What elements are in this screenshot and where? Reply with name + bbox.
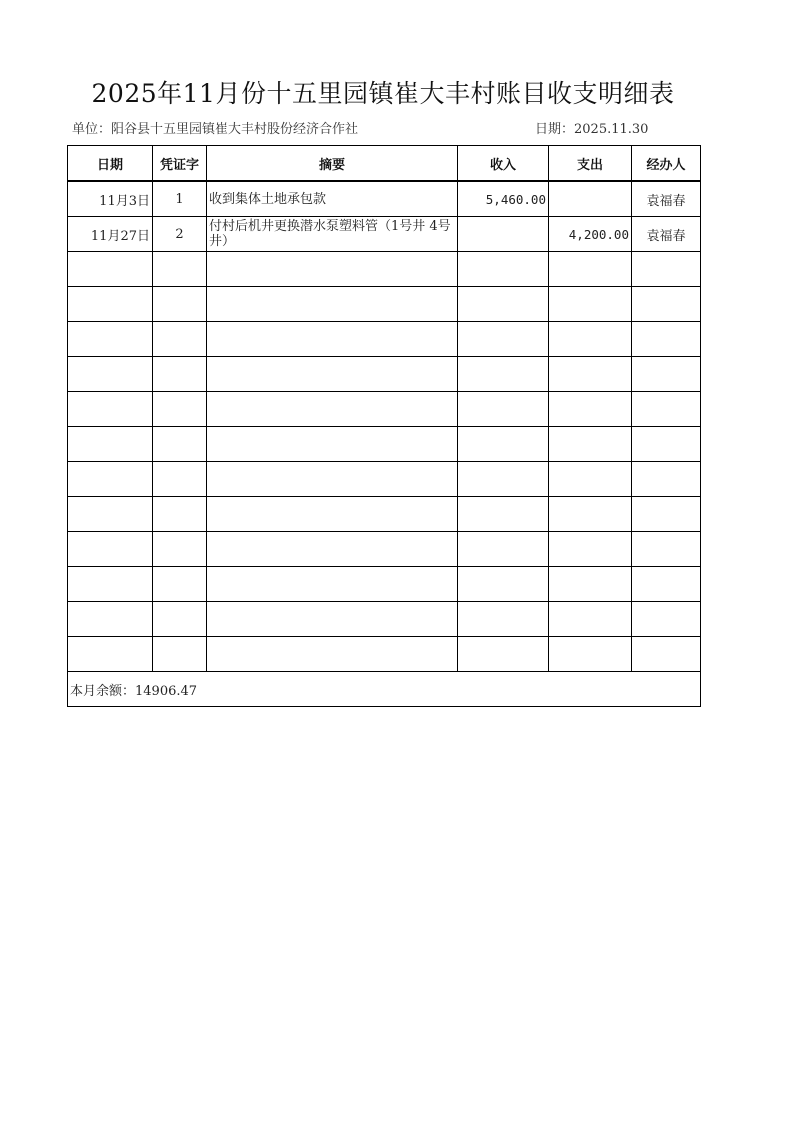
- cell-voucher: 2: [153, 217, 207, 252]
- table-row: [68, 392, 701, 427]
- cell-date: [68, 427, 153, 462]
- cell-voucher: [153, 252, 207, 287]
- cell-expense: [549, 252, 632, 287]
- cell-voucher: [153, 497, 207, 532]
- header-summary: 摘要: [207, 146, 458, 182]
- cell-date: [68, 322, 153, 357]
- footer-row: [68, 672, 701, 707]
- cell-summary: 收到集体土地承包款: [207, 181, 458, 217]
- cell-income: [458, 392, 549, 427]
- cell-summary: [207, 322, 458, 357]
- cell-income: 5,460.00: [458, 181, 549, 217]
- cell-expense: 4,200.00: [549, 217, 632, 252]
- cell-expense: [549, 462, 632, 497]
- cell-expense: [549, 357, 632, 392]
- cell-expense: [549, 427, 632, 462]
- cell-expense: [549, 322, 632, 357]
- cell-date: [68, 392, 153, 427]
- cell-income: [458, 357, 549, 392]
- cell-income: [458, 497, 549, 532]
- cell-summary: [207, 252, 458, 287]
- cell-summary: 付村后机井更换潜水泵塑料管（1号井 4号井）: [207, 217, 458, 252]
- cell-summary: [207, 287, 458, 322]
- cell-voucher: [153, 392, 207, 427]
- table-row: [68, 217, 701, 252]
- cell-voucher: [153, 567, 207, 602]
- cell-handler: [632, 567, 701, 602]
- cell-handler: [632, 427, 701, 462]
- cell-summary: [207, 392, 458, 427]
- cell-expense: [549, 497, 632, 532]
- cell-date: 11月27日: [68, 217, 153, 252]
- table-row: [68, 181, 701, 217]
- cell-handler: [632, 357, 701, 392]
- cell-voucher: [153, 532, 207, 567]
- cell-summary: [207, 602, 458, 637]
- unit-label: 单位：阳谷县十五里园镇崔大丰村股份经济合作社: [72, 122, 359, 137]
- cell-handler: [632, 287, 701, 322]
- cell-handler: [632, 637, 701, 672]
- cell-voucher: [153, 427, 207, 462]
- cell-handler: [632, 252, 701, 287]
- cell-expense: [549, 637, 632, 672]
- cell-handler: [632, 462, 701, 497]
- cell-date: [68, 357, 153, 392]
- cell-income: [458, 532, 549, 567]
- cell-income: [458, 287, 549, 322]
- header-handler: 经办人: [632, 146, 701, 182]
- cell-handler: [632, 602, 701, 637]
- cell-voucher: [153, 287, 207, 322]
- table-row: [68, 602, 701, 637]
- cell-handler: [632, 532, 701, 567]
- monthly-balance: 本月余额：14906.47: [68, 672, 701, 707]
- cell-voucher: [153, 322, 207, 357]
- cell-date: [68, 287, 153, 322]
- cell-income: [458, 567, 549, 602]
- cell-voucher: [153, 602, 207, 637]
- table-row: [68, 497, 701, 532]
- cell-income: [458, 322, 549, 357]
- cell-handler: [632, 497, 701, 532]
- cell-date: [68, 567, 153, 602]
- cell-income: [458, 602, 549, 637]
- report-date: 日期：2025.11.30: [535, 122, 649, 137]
- cell-expense: [549, 181, 632, 217]
- header-income: 收入: [458, 146, 549, 182]
- cell-handler: [632, 322, 701, 357]
- table-header-row: [68, 146, 701, 182]
- cell-voucher: [153, 462, 207, 497]
- table-row: [68, 532, 701, 567]
- cell-expense: [549, 287, 632, 322]
- cell-voucher: 1: [153, 181, 207, 217]
- cell-date: [68, 462, 153, 497]
- cell-expense: [549, 532, 632, 567]
- cell-voucher: [153, 637, 207, 672]
- cell-income: [458, 462, 549, 497]
- cell-handler: [632, 392, 701, 427]
- table-row: [68, 287, 701, 322]
- cell-summary: [207, 497, 458, 532]
- table-row: [68, 567, 701, 602]
- table-row: [68, 252, 701, 287]
- header-expense: 支出: [549, 146, 632, 182]
- table-row: [68, 357, 701, 392]
- page-title: 2025年11月份十五里园镇崔大丰村账目收支明细表: [91, 79, 675, 108]
- cell-summary: [207, 427, 458, 462]
- cell-expense: [549, 392, 632, 427]
- header-voucher: 凭证字: [153, 146, 207, 182]
- cell-summary: [207, 357, 458, 392]
- cell-summary: [207, 532, 458, 567]
- cell-date: [68, 602, 153, 637]
- cell-income: [458, 427, 549, 462]
- cell-expense: [549, 602, 632, 637]
- table-row: [68, 322, 701, 357]
- cell-expense: [549, 567, 632, 602]
- cell-summary: [207, 462, 458, 497]
- cell-date: [68, 252, 153, 287]
- ledger-table: [67, 145, 701, 707]
- cell-income: [458, 637, 549, 672]
- table-row: [68, 637, 701, 672]
- cell-handler: 袁福春: [632, 181, 701, 217]
- header-date: 日期: [68, 146, 153, 182]
- table-row: [68, 462, 701, 497]
- cell-income: [458, 217, 549, 252]
- table-row: [68, 427, 701, 462]
- cell-summary: [207, 637, 458, 672]
- cell-summary: [207, 567, 458, 602]
- ledger-body: [68, 181, 701, 672]
- cell-date: [68, 497, 153, 532]
- cell-date: 11月3日: [68, 181, 153, 217]
- cell-handler: 袁福春: [632, 217, 701, 252]
- cell-voucher: [153, 357, 207, 392]
- cell-date: [68, 637, 153, 672]
- cell-income: [458, 252, 549, 287]
- cell-date: [68, 532, 153, 567]
